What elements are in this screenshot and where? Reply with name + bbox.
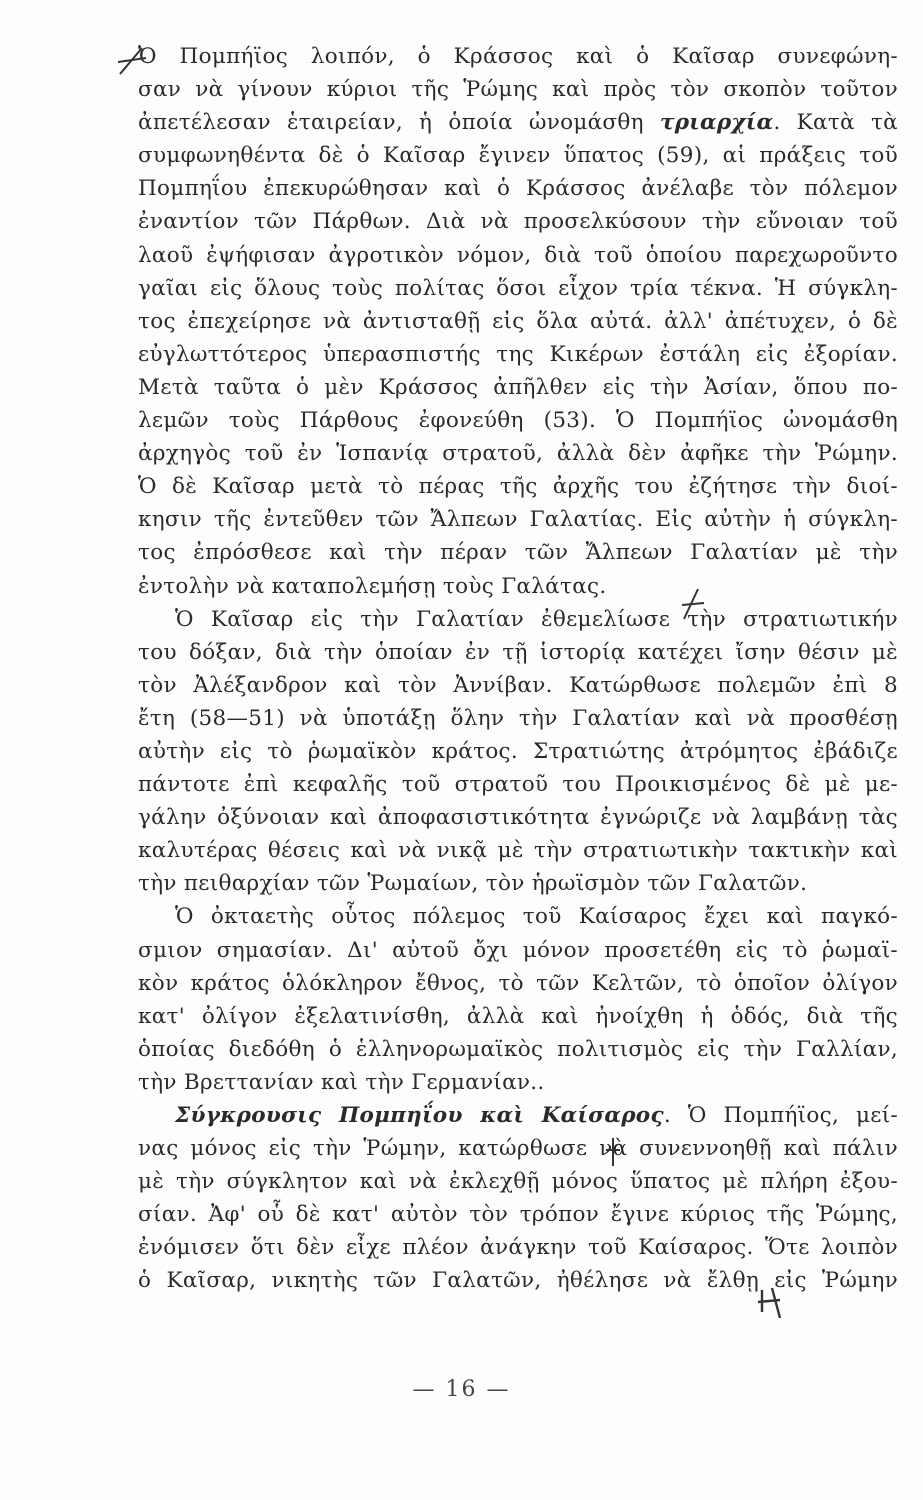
line-text: γαῖαι εἰς ὅλους τοὺς πολίτας ὅσοι εἶχον τρία τέκνα. Ἡ σύγκλη- — [138, 275, 898, 301]
text-line — [138, 40, 898, 73]
line-text: Ὁ ὀκταετὴς οὗτος πόλεμος τοῦ Καίσαρος ἔχει καὶ παγκό- — [175, 904, 898, 930]
text-line — [138, 801, 898, 834]
text-line — [138, 867, 898, 900]
pen-mark-margin — [756, 1286, 786, 1320]
text-line — [138, 272, 898, 305]
text-line — [138, 834, 898, 867]
line-text: σαν νὰ γίνουν κύριοι τῆς Ῥώμης καὶ πρὸς τὸν σκοπὸν τοῦτον — [138, 77, 898, 103]
text-line — [138, 470, 898, 503]
line-text: . Ὁ Πομπήϊος, μεί- — [663, 1103, 898, 1128]
line-text: εὐγλωττότερος ὑπερασπιστής της Κικέρων ἐστάλη εἰς ἐξορίαν. — [138, 341, 898, 367]
line-text: Πομπηΐου ἐπεκυρώθησαν καὶ ὁ Κράσσος ἀνέλαβε τὸν πόλεμον — [138, 176, 898, 202]
line-text: σμιον σημασίαν. Δι' αὐτοῦ ὄχι μόνον προσετέθη εἰς τὸ ῥωμαϊ- — [138, 937, 898, 963]
text-line — [138, 1198, 898, 1231]
text-line — [138, 603, 898, 636]
line-text: κὸν κράτος ὁλόκληρον ἔθνος, τὸ τῶν Κελτῶν, τὸ ὁποῖον ὀλίγον — [138, 970, 898, 996]
emphasized-text: τριαρχία — [659, 110, 774, 136]
text-line — [138, 536, 898, 569]
line-text: ὁποίας διεδόθη ὁ ἑλληνορωμαϊκὸς πολιτισμὸς εἰς τὴν Γαλλίαν, — [138, 1036, 898, 1062]
pen-mark-paragraph-end — [676, 585, 706, 623]
line-text: τος ἐπεχείρησε νὰ ἀντισταθῇ εἰς ὅλα αὐτά. ἀλλ' ἀπέτυχεν, ὁ δὲ — [138, 308, 898, 334]
text-line — [138, 404, 898, 437]
text-line — [138, 570, 898, 603]
text-line — [138, 768, 898, 801]
text-line — [138, 503, 898, 536]
text-line — [138, 371, 898, 404]
text-line — [138, 1000, 898, 1033]
line-text: τὴν πειθαρχίαν τῶν Ῥωμαίων, τὸν ἡρωϊσμὸν τῶν Γαλατῶν. — [138, 871, 808, 897]
text-line — [138, 73, 898, 106]
text-line — [138, 934, 898, 967]
body-text — [138, 40, 898, 1298]
text-line — [138, 900, 898, 933]
line-text: ἐντολὴν νὰ καταπολεμήσῃ τοὺς Γαλάτας. — [138, 573, 607, 599]
line-text: μὲ τὴν σύγκλητον καὶ νὰ ἐκλεχθῇ μόνος ὕπατος μὲ πλήρη ἐξου- — [138, 1169, 898, 1195]
line-text: συμφωνηθέντα δὲ ὁ Καῖσαρ ἔγινεν ὕπατος (59), αἱ πράξεις τοῦ — [138, 143, 898, 169]
line-text: λαοῦ ἐψήφισαν ἀγροτικὸν νόμον, διὰ τοῦ ὁποίου παρεχωροῦντο — [138, 242, 898, 268]
line-text: Ὁ Καῖσαρ εἰς τὴν Γαλατίαν ἐθεμελίωσε τὴν στρατιωτικήν — [175, 606, 898, 632]
text-line — [138, 205, 898, 238]
line-text: Ὁ Πομπήϊος λοιπόν, ὁ Κράσσος καὶ ὁ Καῖσαρ συνεφώνη- — [138, 44, 898, 69]
line-text: κατ' ὀλίγον ἐξελατινίσθη, ἀλλὰ καὶ ἠνοίχθη ἡ ὁδός, διὰ τῆς — [138, 1003, 898, 1029]
text-line — [138, 437, 898, 470]
text-line — [138, 702, 898, 735]
line-text: ὁ Καῖσαρ, νικητὴς τῶν Γαλατῶν, ἠθέλησε νὰ ἔλθῃ εἰς Ῥώμην — [138, 1268, 898, 1294]
line-text: ἀπετέλεσαν ἑταιρείαν, ἡ ὁποία ὠνομάσθη — [138, 110, 660, 136]
line-text: ἐνόμισεν ὅτι δὲν εἶχε πλέον ἀνάγκην τοῦ Καίσαρος. Ὅτε λοιπὸν — [138, 1235, 898, 1261]
line-text: καλυτέρας θέσεις καὶ νὰ νικᾷ μὲ τὴν στρατιωτικὴν τακτικὴν καὶ — [138, 838, 898, 864]
text-line — [138, 1231, 898, 1264]
text-line — [138, 1033, 898, 1066]
line-text: λεμῶν τοὺς Πάρθους ἐφονεύθη (53). Ὁ Πομπήϊος ὠνομάσθη — [138, 408, 898, 434]
text-line — [138, 1132, 898, 1165]
line-text: νας μόνος εἰς τὴν Ῥώμην, κατώρθωσε νὰ συνεννοηθῇ καὶ πάλιν — [138, 1136, 898, 1162]
text-line — [138, 139, 898, 172]
line-text: ἐναντίον τῶν Πάρθων. Διὰ νὰ προσελκύσουν τὴν εὔνοιαν τοῦ — [138, 209, 898, 235]
line-text: γάλην ὀξύνοιαν καὶ ἀποφασιστικότητα ἐγνώριζε νὰ λαμβάνῃ τὰς — [138, 805, 898, 831]
text-line — [138, 338, 898, 371]
line-text: ἔτη (58—51) νὰ ὑποτάξῃ ὅλην τὴν Γαλατίαν καὶ νὰ προσθέσῃ — [138, 705, 898, 731]
line-text: τὸν Ἀλέξανδρον καὶ τὸν Ἀννίβαν. Κατώρθωσε πολεμῶν ἐπὶ 8 — [138, 672, 898, 698]
text-line — [138, 636, 898, 669]
text-line — [138, 106, 898, 139]
text-line — [138, 967, 898, 1000]
emphasized-text: Σύγκρουσις Πομπηΐου καὶ Καίσαρος — [175, 1103, 664, 1128]
text-line — [138, 1066, 898, 1099]
pen-mark-start — [116, 44, 148, 78]
text-line — [138, 305, 898, 338]
text-line — [138, 1099, 898, 1132]
line-text: Μετὰ ταῦτα ὁ μὲν Κράσσος ἀπῆλθεν εἰς τὴν Ἀσίαν, ὅπου πο- — [138, 374, 898, 400]
line-text: τὴν Βρεττανίαν καὶ τὴν Γερμανίαν.. — [138, 1069, 545, 1095]
line-text: ἀρχηγὸς τοῦ ἐν Ἱσπανίᾳ στρατοῦ, ἀλλὰ δὲν ἀφῆκε τὴν Ῥώμην. — [138, 441, 898, 467]
text-line — [138, 1165, 898, 1198]
text-line — [138, 239, 898, 272]
line-text: κησιν τῆς ἐντεῦθεν τῶν Ἄλπεων Γαλατίας. Εἰς αὐτὴν ἡ σύγκλη- — [138, 507, 898, 533]
line-text: αὐτὴν εἰς τὸ ῥωμαϊκὸν κράτος. Στρατιώτης ἀτρόμητος ἐβάδιζε — [138, 738, 898, 764]
line-text: πάντοτε ἐπὶ κεφαλῆς τοῦ στρατοῦ του Προικισμένος δὲ μὲ με- — [138, 772, 898, 798]
line-text: . Κατὰ τὰ — [773, 110, 898, 136]
line-text: Ὁ δὲ Καῖσαρ μετὰ τὸ πέρας τῆς ἀρχῆς του ἐζήτησε τὴν διοί- — [138, 474, 898, 500]
text-line — [138, 669, 898, 702]
line-text: του δόξαν, διὰ τὴν ὁποίαν ἐν τῇ ἱστορίᾳ κατέχει ἴσην θέσιν μὲ — [138, 639, 898, 665]
pen-mark-section-title — [604, 1136, 622, 1168]
line-text: σίαν. Ἀφ' οὗ δὲ κατ' αὐτὸν τὸν τρόπον ἔγινε κύριος τῆς Ῥώμης, — [138, 1202, 898, 1228]
page-number: — 16 — — [412, 1377, 511, 1402]
line-text: τος ἐπρόσθεσε καὶ τὴν πέραν τῶν Ἄλπεων Γαλατίαν μὲ τὴν — [138, 540, 898, 566]
text-line — [138, 735, 898, 768]
text-line — [138, 172, 898, 205]
